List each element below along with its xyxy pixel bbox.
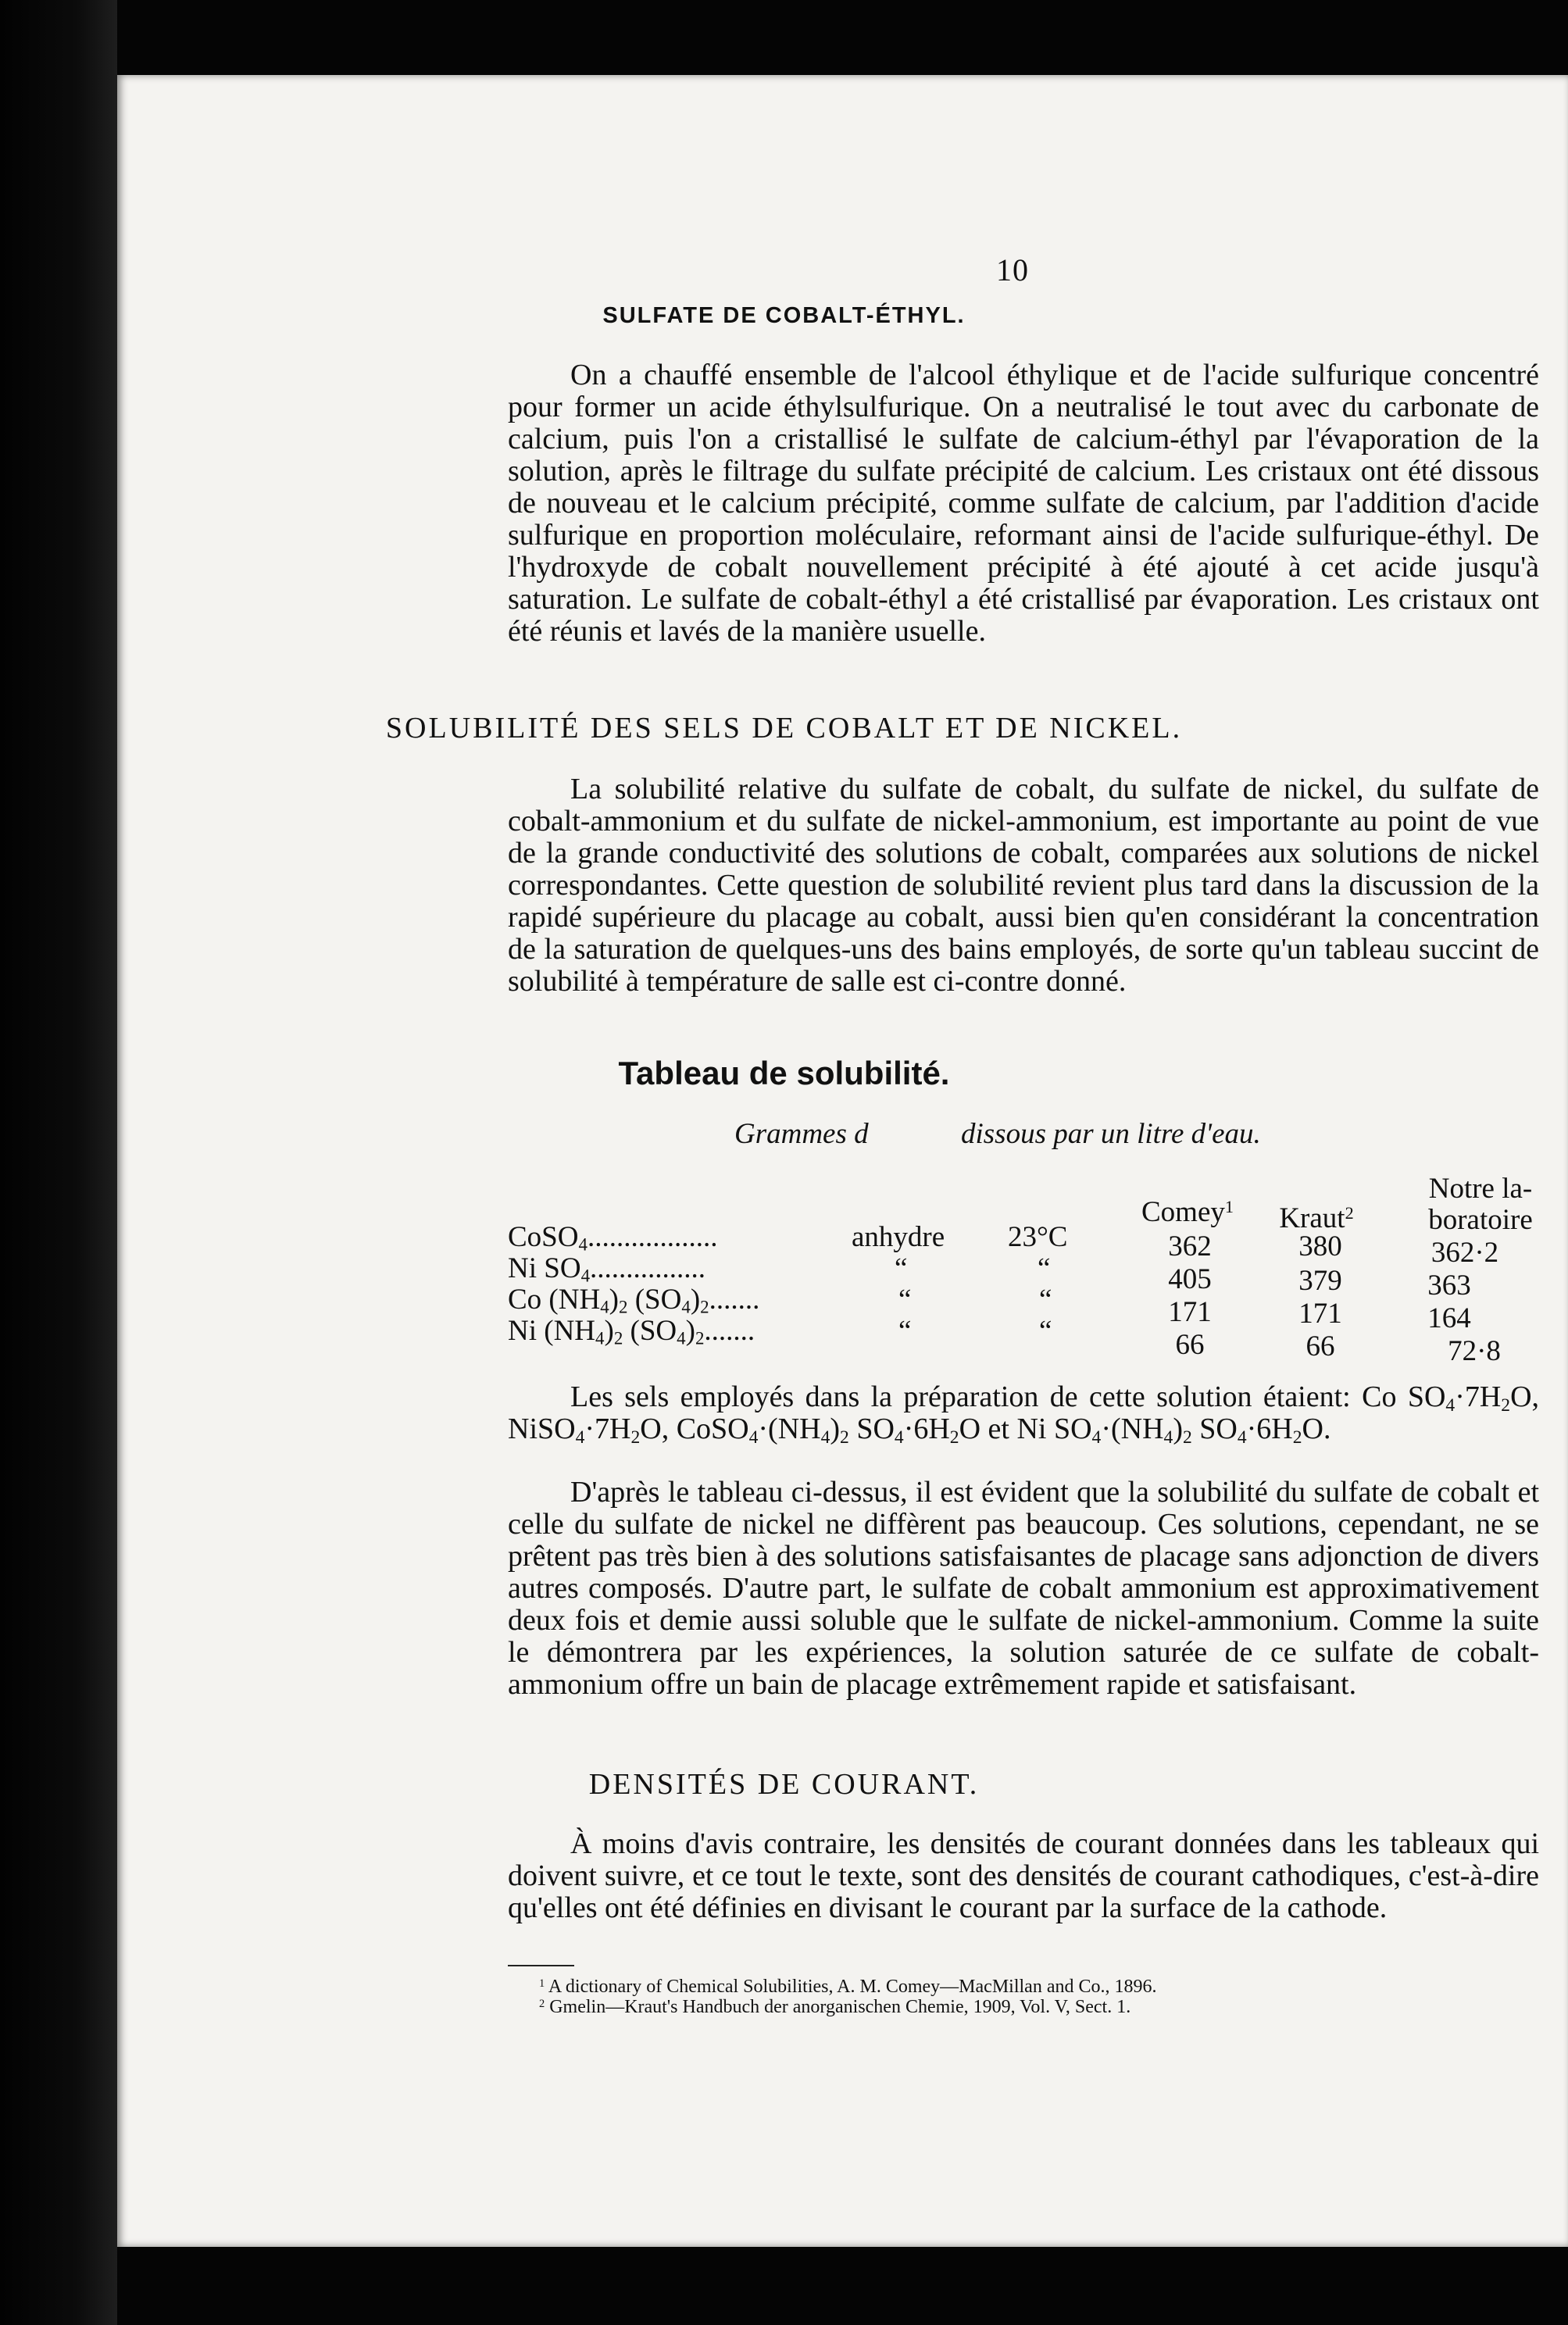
header-notre-laboratoire — [1406, 1173, 1555, 1236]
footnote-2: $^2$ Gmelin—Kraut's Handbuch der anorganischen Chemie, 1909, Vol. V, Sect. 1. — [539, 1997, 1131, 2017]
value-notre: 363 — [1427, 1270, 1471, 1302]
paragraph-sels-employes — [508, 1380, 1540, 1448]
paragraph-cobalt-ethyl — [508, 359, 1539, 648]
header-notre-line1: Notre la- — [1428, 1173, 1533, 1205]
value-notre: 164 — [1427, 1302, 1471, 1334]
paragraph-densites — [508, 1828, 1539, 1924]
formula: Ni $SO_4\cdot(NH_4)_2$ $SO_4\cdot 6H_2O$. — [1016, 1412, 1331, 1448]
condition: anhydre — [852, 1221, 945, 1253]
salt-name: Co $(NH_4)_2$ $(SO_4)_2$....... — [508, 1284, 760, 1317]
condition: “ — [898, 1315, 912, 1347]
paragraph-text: On a chauffé ensemble de l'alcool éthylique et de l'acide sulfurique concentré pour former un acide éthylsulfurique. On a neutralisé le tout avec du carbonate de calcium, puis l'on a cristallisé le sulfate de calcium-éthyl par l'évaporation de la solution, après le filtrage du sulfate précipité de calcium. Les cristaux ont été dissous de nouveau et le calcium précipité, comme sulfate de calcium, par l'addition d'acide sulfurique en proportion moléculaire, reformant ainsi de l'acide sulfurique-éthyl. De l'hydroxyde de cobalt nouvellement précipité à été ajouté à cet acide jusqu'à saturation. Le sulfate de cobalt-éthyl a été cristallisé par évaporation. Les cristaux ont été réunis et lavés de la manière usuelle. — [508, 359, 1539, 648]
salt-name: Ni $SO_4$................ — [508, 1252, 706, 1286]
value-comey: 405 — [1168, 1263, 1212, 1295]
scan-dark-edge — [0, 0, 117, 2325]
formula: $NiSO_4\cdot 7H_2O$, — [508, 1412, 670, 1448]
footnote-1: $^1$ A dictionary of Chemical Solubilities, A. M. Comey—MacMillan and Co., 1896. — [539, 1977, 1157, 1997]
condition: “ — [895, 1252, 908, 1284]
section-title-densites: DENSITÉS DE COURANT. — [588, 1768, 980, 1801]
value-notre: 72·8 — [1448, 1335, 1501, 1367]
value-kraut: 66 — [1305, 1330, 1335, 1362]
table-caption-right: dissous par un litre d'eau. — [961, 1118, 1261, 1150]
section-title-solubilite: SOLUBILITÉ DES SELS DE COBALT ET DE NICKEL. — [385, 712, 1183, 745]
paragraph-text: Les sels employés dans la préparation de cette solution étaient: Co $SO_4\cdot 7H_2O$, $NiSO_4\cdot 7H_2O$, $CoSO_4\cdot(NH_4)_2$ $SO_4\cdot 6H_2O$ et Ni $SO_4\cdot(NH_4)_2$ $SO_4\cdot 6H_2O$. — [508, 1380, 1540, 1448]
page-number: 10 — [996, 252, 1029, 288]
salt-name: Ni $(NH_4)_2$ $(SO_4)_2$....... — [508, 1315, 755, 1348]
value-notre: 362·2 — [1430, 1237, 1499, 1269]
temperature: “ — [1039, 1284, 1052, 1316]
paragraph-text: D'après le tableau ci-dessus, il est évident que la solubilité du sulfate de cobalt et celle du sulfate de nickel ne diffèrent pas beaucoup. Ces solutions, cependant, ne se prêtent pas très bien à des solutions satisfaisantes de placage sans adjonction de divers autres composés. D'autre part, le sulfate de cobalt ammonium est approximativement deux fois et demie aussi soluble que le sulfate de nickel-ammonium. Comme la suite le démontrera par les expériences, la solution saturée de ce sulfate de cobalt-ammonium offre un bain de placage extrêmement rapide et satisfaisant. — [508, 1476, 1539, 1701]
header-notre-line2: boratoire — [1428, 1204, 1533, 1236]
table-title: Tableau de solubilité. — [618, 1055, 950, 1091]
paragraph-text: La solubilité relative du sulfate de cobalt, du sulfate de nickel, du sulfate de cobalt-ammonium et du sulfate de nickel-ammonium, est importante au point de vue de la grande conductivité des solutions de cobalt, comparées aux solutions de nickel correspondantes. Cette question de solubilité revient plus tard dans la discussion de la rapidé supérieure du placage au cobalt, aussi bien qu'en considérant la concentration de la saturation de quelques-uns des bains employés, de sorte qu'un tableau succint de solubilité à température de salle est ci-contre donné. — [508, 773, 1539, 998]
value-kraut: 380 — [1298, 1230, 1342, 1262]
paragraph-solubilite — [508, 773, 1539, 998]
formula: Co $SO_4\cdot 7H_2O$, — [1362, 1380, 1540, 1416]
salt-name: CoSO$_4$.................. — [508, 1221, 718, 1255]
value-comey: 362 — [1168, 1230, 1212, 1262]
value-kraut: 379 — [1298, 1265, 1342, 1297]
value-comey: 171 — [1168, 1296, 1212, 1328]
paragraph-text: À moins d'avis contraire, les densités de courant données dans les tableaux qui doivent suivre, et ce tout le texte, sont des densités de courant cathodiques, c'est-à-dire qu'elles ont été définies en divisant le courant par la surface de la cathode. — [508, 1827, 1539, 1924]
header-kraut: Kraut$^2$ — [1279, 1202, 1354, 1234]
table-caption-left: Grammes d — [734, 1118, 869, 1150]
temperature: “ — [1039, 1315, 1052, 1347]
value-kraut: 171 — [1298, 1298, 1342, 1330]
value-comey: 66 — [1175, 1329, 1205, 1361]
formula: $CoSO_4\cdot(NH_4)_2$ $SO_4\cdot 6H_2O$ — [676, 1412, 981, 1448]
temperature: 23°C — [1008, 1221, 1068, 1253]
temperature: “ — [1038, 1252, 1051, 1284]
condition: “ — [898, 1284, 912, 1316]
section-title-cobalt-ethyl: SULFATE DE COBALT-ÉTHYL. — [602, 303, 966, 328]
footnote-divider — [508, 1965, 574, 1966]
paragraph-apres-tableau — [508, 1477, 1539, 1701]
header-comey: Comey$^1$ — [1141, 1196, 1234, 1228]
